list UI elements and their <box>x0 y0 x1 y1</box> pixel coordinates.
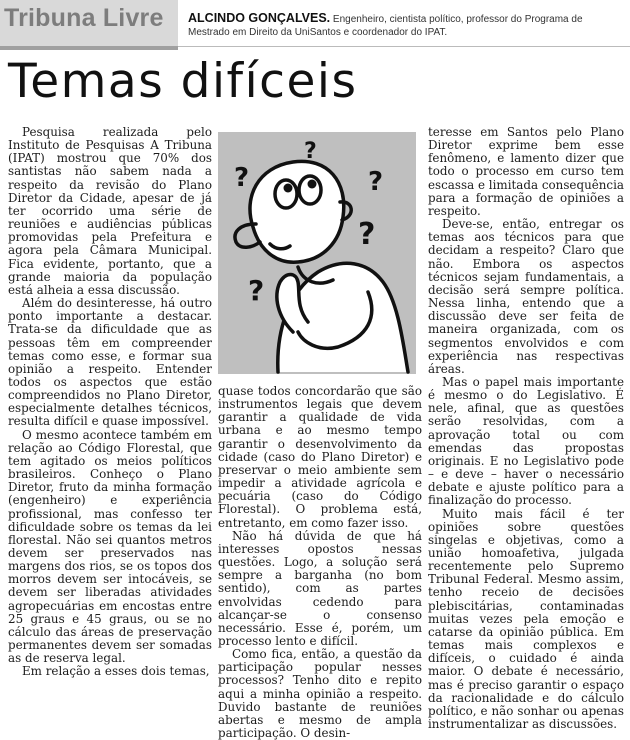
header-divider <box>178 46 630 47</box>
article-column-1 <box>8 126 212 679</box>
cartoon-illustration <box>218 132 416 374</box>
paragraph: Em relação a esses dois temas, <box>22 664 210 679</box>
article-column-2 <box>218 385 422 740</box>
svg-text:?: ? <box>234 163 250 193</box>
paragraph: Deve-se, então, entregar os temas aos técnicos para que decidam a respeito? Claro que não. Embora os aspectos técnicos sejam fundamentais, a decisão será sempre política. Nessa linha, entendo que a discussão deve ser feita de maneira organizada, com os segmentos envolvidos e com experiência nas respectivas áreas. <box>428 217 624 376</box>
author-byline <box>188 12 622 39</box>
paragraph: Não há dúvida de que há interesses opostos nessas questões. Logo, a solução será sempre a barganha (no bom sentido), com as partes envolvidas cedendo para alcançar-se o consenso necessário. Esse é, porém, um processo lento e difícil. <box>218 528 422 648</box>
svg-text:?: ? <box>358 217 376 252</box>
confused-man-drawing <box>218 132 416 374</box>
paragraph: Pesquisa realizada pelo Instituto de Pesquisas A Tribuna (IPAT) mostrou que 70% dos santistas não sabem nada a respeito da revisão do Plano Diretor da Cidade, apesar de já ter ocorrido uma série de reuniões e audiências públicas promovidas pela Prefeitura e agora pela Câmara Municipal. Fica evidente, portanto, que a grande maioria da população está alheia a essa discussão. <box>8 125 212 297</box>
paragraph: O mesmo acontece também em relação ao Código Florestal, que tem agitado os meios políticos brasileiros. Conheço o Plano Diretor, fruto da minha formação (engenheiro) e experiência profissional, mas confesso ter dificuldade sobre os temas da lei florestal. Não sei quantos metros devem ser preservados nas margens dos rios, se os topos dos morros devem ser intocáveis, se devem ser liberadas atividades agropecuárias em encostas entre 25 graus e 45 graus, ou se no cálculo das áreas de preservação permanentes devem ser somadas as de reserva legal. <box>8 427 212 666</box>
svg-text:?: ? <box>368 167 384 197</box>
article-column-3 <box>428 126 624 731</box>
svg-text:?: ? <box>248 274 265 307</box>
svg-text:?: ? <box>304 139 317 164</box>
paragraph: Muito mais fácil é ter opiniões sobre questões singelas e objetivas, como a união homoafetiva, julgada recentemente pelo Supremo Tribunal Federal. Mesmo assim, tenho receio de decisões plebiscitárias, contaminadas muitas vezes pela emoção e catarse da opinião pública. Em temas mais complexos e difíceis, o cuidado é ainda maior. O debate é necessário, mas é preciso garantir o espaço da racionalidade e do cálculo político, e não sonhar ou apenas instrumentalizar as discussões. <box>428 506 624 732</box>
paragraph: Como fica, então, a questão da participação popular nesses processos? Tenho dito e repito aqui a minha opinião a respeito. Duvido bastante de reuniões abertas e mesmo de ampla participação. O desin- <box>218 647 422 740</box>
paragraph: teresse em Santos pelo Plano Diretor exprime bem esse fenômeno, e lamento dizer que todo o processo em curso tem escassa e limitada consequência para a formação de opiniões a respeito. <box>428 125 624 218</box>
author-bio: Engenheiro, cientista político, professor do Programa de Mestrado em Direito da UniSantos e coordenador do IPAT. <box>188 14 583 38</box>
article-title: Temas difíceis <box>8 54 358 109</box>
paragraph: quase todos concordarão que são instrumentos legais que devem garantir a qualidade de vida urbana e ao mesmo tempo garantir o desenvolvimento da cidade (caso do Plano Diretor) e preservar o meio ambiente sem impedir a atividade agrícola e pecuária (caso do Código Florestal). O problema está, entretanto, em como fazer isso. <box>218 384 422 530</box>
paragraph: Mas o papel mais importante é mesmo o do Legislativo. É nele, afinal, que as questões serão resolvidas, com a aprovação total ou com emendas das propostas originais. E no Legislativo pode – e deve – haver o necessário debate e ajuste político para a finalização do processo. <box>428 374 624 508</box>
page-header <box>0 0 630 50</box>
paragraph: Além do desinteresse, há outro ponto importante a destacar. Trata-se da dificuldade que as pessoas têm em compreender temas como esse, e formar sua opinião a respeito. Entender todos os aspectos que estão compreendidos no Plano Diretor, especialmente detalhes técnicos, resulta difícil e quase impossível. <box>8 296 212 429</box>
section-tab-rule <box>0 46 178 50</box>
author-name: ALCINDO GONÇALVES. <box>188 11 331 25</box>
section-title: Tribuna Livre <box>4 4 164 32</box>
